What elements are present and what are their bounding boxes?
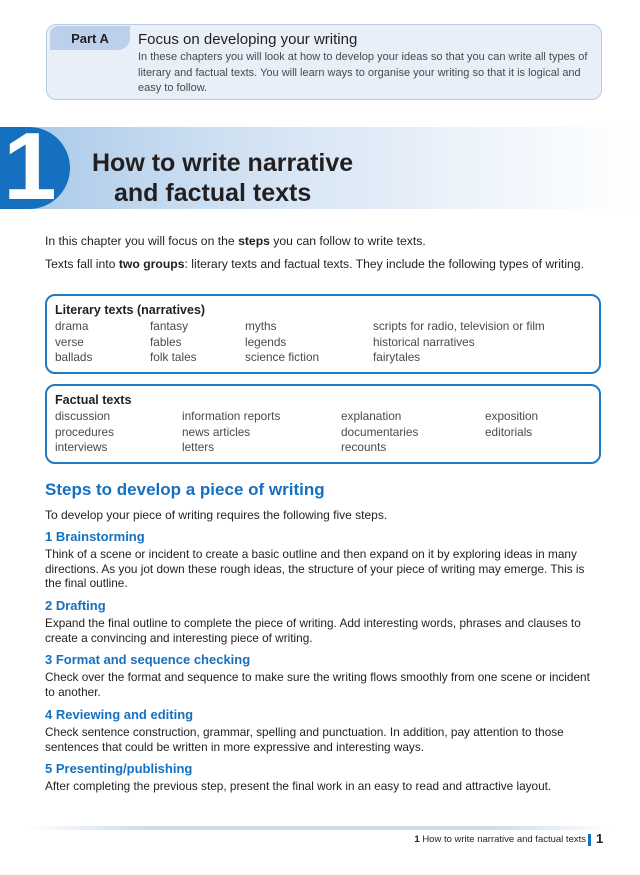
footer-divider — [588, 834, 591, 846]
list-item: procedures — [55, 424, 115, 439]
literary-col-1 — [55, 319, 92, 366]
literary-col-4 — [373, 319, 545, 366]
chapter-title-line1: How to write narrative — [92, 149, 354, 177]
list-item: interviews — [55, 440, 108, 454]
list-item: information reports — [182, 409, 281, 423]
literary-col-3 — [245, 319, 319, 366]
step-text-1: Think of a scene or incident to create a basic outline and then expand on it by exploring ideas in many directions. As you jot down these rough ideas, the structure of your piece of writing may emerge. This is the final outline. — [45, 547, 585, 590]
list-item: myths — [245, 319, 277, 333]
factual-col-2 — [182, 409, 280, 456]
step-heading-5: 5 Presenting/publishing — [45, 761, 193, 776]
page-number: 1 — [596, 831, 604, 846]
factual-col-1 — [55, 409, 114, 456]
list-item: news articles — [182, 424, 251, 439]
step-heading-1: 1 Brainstorming — [45, 529, 145, 544]
list-item: fairytales — [373, 350, 421, 364]
literary-col-2 — [150, 319, 197, 366]
footer-rule — [30, 826, 610, 830]
step-text-4: Check sentence construction, grammar, spelling and punctuation. In addition, pay attention to those sentences that could be written in more expressive and interesting ways. — [45, 725, 564, 754]
list-item: letters — [182, 440, 215, 454]
intro-paragraph-2 — [45, 256, 595, 273]
intro-p1-before: In this chapter you will focus on the — [45, 234, 239, 248]
part-a-title: Focus on developing your writing — [138, 31, 358, 48]
list-item: science fiction — [245, 350, 320, 364]
chapter-title — [92, 148, 353, 208]
list-item: recounts — [341, 440, 387, 454]
list-item: explanation — [341, 409, 402, 423]
chapter-title-line2: and factual texts — [114, 179, 312, 207]
list-item: verse — [55, 334, 84, 349]
step-text-5: After completing the previous step, present the final work in an easy to read and attractive layout. — [45, 779, 552, 793]
step-heading-3: 3 Format and sequence checking — [45, 652, 251, 667]
part-a-label: Part A — [50, 26, 130, 50]
steps-intro: To develop your piece of writing requires the following five steps. — [45, 508, 388, 522]
literary-texts-title: Literary texts (narratives) — [55, 303, 206, 317]
footer-chapter-number: 1 — [414, 834, 420, 845]
intro-paragraph-1 — [45, 233, 595, 250]
list-item: discussion — [55, 409, 111, 423]
running-footer — [414, 834, 586, 845]
list-item: exposition — [485, 409, 539, 423]
step-text-3: Check over the format and sequence to make sure the writing flows smoothly from one scene or incident to another. — [45, 670, 590, 699]
step-heading-2: 2 Drafting — [45, 598, 106, 613]
list-item: folk tales — [150, 350, 197, 364]
list-item: drama — [55, 319, 89, 333]
intro-p1-bold: steps — [238, 234, 270, 248]
list-item: ballads — [55, 350, 93, 364]
step-heading-4: 4 Reviewing and editing — [45, 707, 194, 722]
list-item: historical narratives — [373, 334, 475, 349]
list-item: fantasy — [150, 319, 189, 333]
intro-p2-before: Texts fall into — [45, 257, 119, 271]
steps-section-heading: Steps to develop a piece of writing — [45, 480, 325, 499]
list-item: editorials — [485, 424, 533, 439]
list-item: scripts for radio, television or film — [373, 319, 545, 333]
list-item: fables — [150, 334, 182, 349]
step-text-2: Expand the final outline to complete the piece of writing. Add interesting words, phrases and clauses to create a convincing and interesting piece of writing. — [45, 616, 581, 645]
list-item: documentaries — [341, 424, 419, 439]
list-item: legends — [245, 334, 287, 349]
chapter-number: 1 — [3, 113, 57, 220]
intro-p2-after: : literary texts and factual texts. They include the following types of writing. — [184, 257, 584, 271]
factual-col-3 — [341, 409, 418, 456]
intro-p1-after: you can follow to write texts. — [269, 234, 426, 248]
part-a-description: In these chapters you will look at how to develop your ideas so that you can write all types of literary and factual texts. You will learn ways to organise your writing so that it is logical and easy to follow. — [138, 51, 588, 94]
factual-texts-title: Factual texts — [55, 393, 132, 407]
factual-col-4 — [485, 409, 538, 440]
intro-p2-bold: two groups — [118, 257, 185, 271]
footer-chapter-title: How to write narrative and factual texts — [422, 834, 586, 845]
